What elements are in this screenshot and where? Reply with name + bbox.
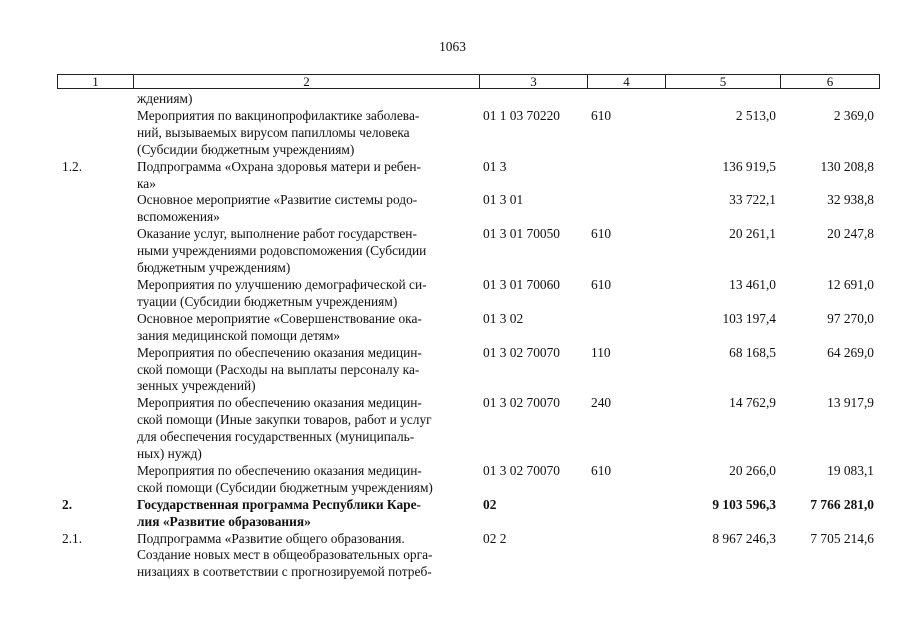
column-header-4: 4 (588, 75, 666, 88)
row-expense-type: 610 (591, 462, 612, 478)
row-amount-col6: 32 938,8 (827, 192, 874, 208)
row-description (133, 159, 479, 193)
row-number (57, 463, 133, 497)
description-line: Мероприятия по обеспечению оказания медицин- (137, 344, 422, 360)
row-description (133, 395, 479, 463)
row-code: 01 3 01 70060 (483, 276, 560, 292)
table-row (57, 463, 880, 497)
row-expense-type: 610 (591, 276, 612, 292)
row-amount-col5: 9 103 596,3 (712, 496, 776, 512)
row-amount-col5: 20 261,1 (729, 226, 776, 242)
row-code: 01 3 02 70070 (483, 344, 560, 360)
description-line: для обеспечения государственных (муниципаль- (137, 429, 415, 445)
row-expense-type (587, 311, 665, 345)
table-row (57, 277, 880, 311)
row-description (133, 531, 479, 582)
column-header-1: 1 (58, 75, 134, 88)
row-amount-col6: 130 208,8 (820, 158, 874, 174)
row-number (57, 395, 133, 463)
row-amount-col6: 12 691,0 (827, 276, 874, 292)
row-description (133, 311, 479, 345)
description-line: лия «Развитие образования» (137, 513, 311, 529)
row-description (133, 497, 479, 531)
row-code (479, 91, 587, 108)
table-column-header (57, 74, 880, 89)
row-amount-col5: 103 197,4 (722, 310, 776, 326)
description-line: Мероприятия по обеспечению оказания медицин- (137, 395, 422, 411)
row-number (57, 192, 133, 226)
description-line: ными учреждениями родовспоможения (Субсидии (137, 243, 427, 259)
row-amount-col5: 14 762,9 (729, 395, 776, 411)
description-line: туации (Субсидии бюджетным учреждениям) (137, 293, 398, 309)
row-code: 02 2 (483, 530, 507, 546)
column-header-2: 2 (134, 75, 480, 88)
table-row (57, 91, 880, 108)
row-amount-col5: 33 722,1 (729, 192, 776, 208)
table-row (57, 531, 880, 582)
row-description (133, 108, 479, 159)
description-line: ской помощи (Иные закупки товаров, работ и услуг (137, 412, 432, 428)
description-line: зенных учреждений) (137, 378, 256, 394)
row-code: 01 3 (483, 158, 507, 174)
table-row (57, 226, 880, 277)
description-line: Оказание услуг, выполнение работ государствен- (137, 226, 417, 242)
budget-table-body (57, 91, 880, 581)
row-amount-col6: 19 083,1 (827, 462, 874, 478)
row-amount-col6: 97 270,0 (827, 310, 874, 326)
row-description (133, 192, 479, 226)
row-expense-type (587, 192, 665, 226)
row-amount-col6: 7 705 214,6 (810, 530, 874, 546)
description-line: Мероприятия по обеспечению оказания медицин- (137, 462, 422, 478)
row-description (133, 226, 479, 277)
description-line: Государственная программа Республики Каре- (137, 496, 421, 512)
table-row (57, 345, 880, 396)
row-expense-type: 610 (591, 107, 612, 123)
description-line: ний, вызываемых вирусом папилломы человека (137, 124, 410, 140)
table-row (57, 311, 880, 345)
row-amount-col5 (665, 91, 780, 108)
row-amount-col5: 2 513,0 (735, 107, 776, 123)
description-line: (Субсидии бюджетным учреждениям) (137, 141, 355, 157)
row-number: 1.2. (62, 158, 83, 174)
row-number (57, 226, 133, 277)
row-code: 01 1 03 70220 (483, 107, 560, 123)
row-code: 01 3 01 (483, 192, 524, 208)
description-line: Создание новых мест в общеобразовательных орга- (137, 547, 433, 563)
row-number: 2.1. (62, 530, 83, 546)
row-number (57, 277, 133, 311)
table-row (57, 192, 880, 226)
description-line: Мероприятия по улучшению демографической си- (137, 276, 427, 292)
row-expense-type: 240 (591, 395, 612, 411)
row-expense-type: 110 (591, 344, 611, 360)
row-expense-type: 610 (591, 226, 612, 242)
description-line: ской помощи (Расходы на выплаты персоналу ка- (137, 361, 420, 377)
description-line: бюджетным учреждениям) (137, 260, 291, 276)
row-amount-col6: 2 369,0 (833, 107, 874, 123)
row-expense-type (587, 91, 665, 108)
description-line: Подпрограмма «Развитие общего образования. (137, 530, 405, 546)
row-amount-col5: 13 461,0 (729, 276, 776, 292)
row-number (57, 91, 133, 108)
row-expense-type (587, 497, 665, 531)
row-code: 01 3 02 70070 (483, 395, 560, 411)
description-line: низациях в соответствии с прогнозируемой потреб- (137, 564, 432, 580)
description-line: зания медицинской помощи детям» (137, 327, 341, 343)
row-amount-col6: 7 766 281,0 (810, 496, 874, 512)
row-code: 01 3 01 70050 (483, 226, 560, 242)
table-row (57, 395, 880, 463)
row-number (57, 108, 133, 159)
table-row (57, 159, 880, 193)
row-description (133, 91, 479, 108)
row-code: 02 (483, 496, 497, 512)
description-line: Основное мероприятие «Совершенствование ока- (137, 310, 422, 326)
column-header-3: 3 (480, 75, 588, 88)
description-line: Основное мероприятие «Развитие системы родо- (137, 192, 418, 208)
description-line: вспоможения» (137, 209, 220, 225)
description-line: ных) нужд) (137, 446, 202, 462)
row-description (133, 345, 479, 396)
description-line: Мероприятия по вакцинопрофилактике заболева- (137, 107, 420, 123)
row-description (133, 463, 479, 497)
page-number: 1063 (439, 39, 466, 54)
row-amount-col5: 8 967 246,3 (712, 530, 776, 546)
row-amount-col6: 64 269,0 (827, 344, 874, 360)
row-number (57, 345, 133, 396)
column-header-6: 6 (826, 74, 834, 89)
row-amount-col5: 20 266,0 (729, 462, 776, 478)
row-code: 01 3 02 (483, 310, 524, 326)
row-number (57, 311, 133, 345)
table-row (57, 497, 880, 531)
row-description (133, 277, 479, 311)
description-line: ка» (137, 175, 156, 191)
description-line: Подпрограмма «Охрана здоровья матери и ребен- (137, 158, 422, 174)
table-row (57, 108, 880, 159)
row-number: 2. (62, 496, 73, 512)
row-expense-type (587, 531, 665, 582)
row-amount-col6: 13 917,9 (827, 395, 874, 411)
row-code: 01 3 02 70070 (483, 462, 560, 478)
row-amount-col6: 20 247,8 (827, 226, 874, 242)
description-line: ской помощи (Субсидии бюджетным учреждениям) (137, 479, 433, 495)
description-line: ждениям) (137, 91, 193, 106)
row-amount-col6 (780, 91, 878, 108)
row-expense-type (587, 159, 665, 193)
row-amount-col5: 68 168,5 (729, 344, 776, 360)
row-amount-col5: 136 919,5 (722, 158, 776, 174)
column-header-5: 5 (666, 75, 781, 88)
